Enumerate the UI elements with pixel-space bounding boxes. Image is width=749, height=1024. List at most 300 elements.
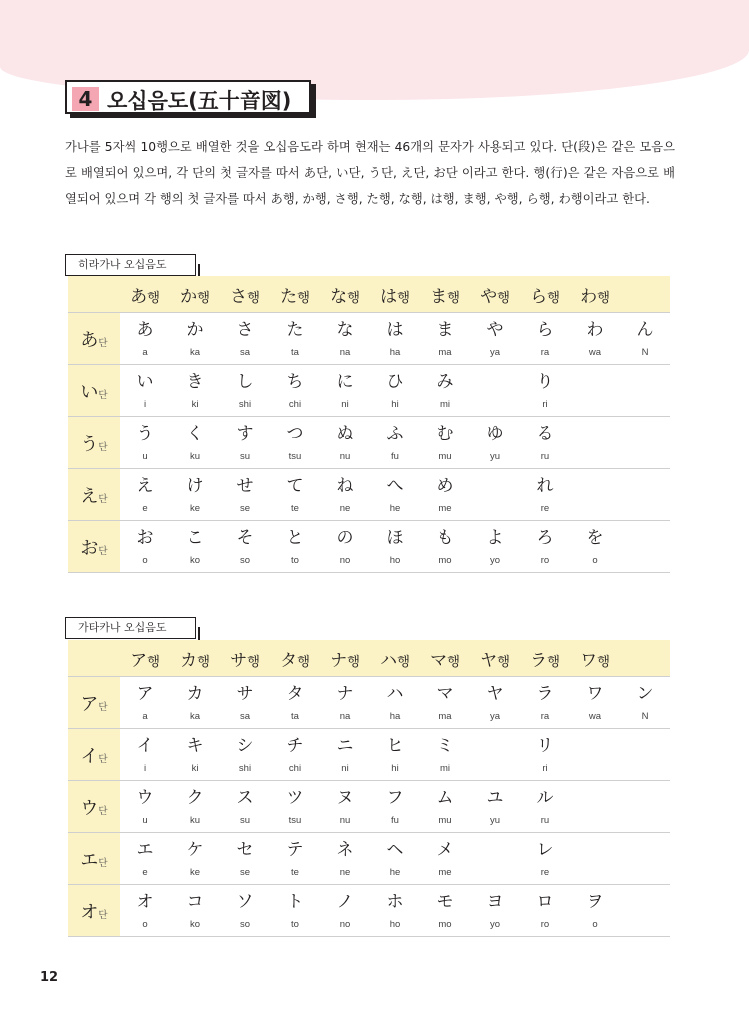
kana-character: め	[436, 476, 454, 496]
romaji-reading: ho	[389, 555, 401, 566]
column-header-kana: は	[380, 286, 398, 307]
column-header-suffix: 행	[347, 290, 360, 306]
romaji-reading: ni	[341, 399, 349, 410]
romaji-reading: shi	[238, 763, 252, 774]
row-header-kana: お	[80, 537, 99, 559]
row-header-suffix: 단	[98, 545, 108, 557]
kana-character: こ	[186, 528, 204, 548]
kana-character	[470, 371, 520, 393]
kana-character	[470, 735, 520, 757]
kana-cell	[570, 313, 620, 365]
column-header	[520, 276, 570, 313]
column-header-empty	[620, 640, 670, 677]
kana-cell	[370, 469, 420, 521]
kana-cell	[220, 521, 270, 573]
kana-cell	[170, 417, 220, 469]
kana-cell	[420, 417, 470, 469]
kana-character: ン	[636, 684, 654, 704]
kana-character	[620, 787, 670, 809]
kana-cell	[270, 313, 320, 365]
kana-character: フ	[386, 788, 404, 808]
kana-character: コ	[186, 892, 204, 912]
kana-cell	[520, 833, 570, 885]
romaji-reading: fu	[391, 451, 399, 462]
kana-cell	[620, 677, 670, 729]
kana-cell	[570, 365, 620, 417]
kana-cell	[270, 469, 320, 521]
column-header	[170, 276, 220, 313]
column-header	[470, 276, 520, 313]
column-header	[320, 640, 370, 677]
column-header	[270, 276, 320, 313]
kana-character: ナ	[336, 684, 354, 704]
kana-character	[570, 371, 620, 393]
romaji-reading: ho	[389, 919, 401, 930]
romaji-reading: ki	[191, 399, 199, 410]
kana-character: ク	[186, 788, 204, 808]
column-header-suffix: 행	[147, 654, 160, 670]
kana-cell	[570, 729, 620, 781]
kana-cell	[570, 469, 620, 521]
romaji-reading: mi	[439, 763, 451, 774]
kana-character: ひ	[386, 372, 404, 392]
kana-cell	[420, 469, 470, 521]
kana-cell	[170, 313, 220, 365]
romaji-reading: a	[142, 711, 148, 722]
kana-cell	[370, 365, 420, 417]
kana-character: は	[386, 320, 404, 340]
kana-character	[620, 735, 670, 757]
row-header-suffix: 단	[98, 857, 108, 869]
romaji-reading: u	[142, 815, 148, 826]
kana-character	[620, 527, 670, 549]
romaji-reading: a	[142, 347, 148, 358]
column-header-suffix: 행	[297, 290, 310, 306]
kana-cell	[320, 885, 370, 937]
kana-cell	[170, 521, 220, 573]
kana-cell	[470, 833, 520, 885]
kana-character: ホ	[386, 892, 404, 912]
column-header	[470, 640, 520, 677]
kana-character: く	[186, 424, 204, 444]
column-header	[170, 640, 220, 677]
row-header-kana: ア	[80, 693, 99, 715]
column-header-kana: ラ	[530, 650, 548, 671]
katakana-table	[68, 640, 670, 937]
romaji-reading: na	[339, 347, 351, 358]
kana-cell	[220, 365, 270, 417]
kana-cell	[320, 365, 370, 417]
romaji-reading: re	[540, 503, 550, 514]
kana-character: ヲ	[586, 892, 604, 912]
katakana-table-label	[65, 617, 196, 639]
column-header-suffix: 행	[147, 290, 160, 306]
kana-character: お	[136, 528, 154, 548]
kana-cell	[170, 729, 220, 781]
column-header-suffix: 행	[597, 654, 610, 670]
column-header-suffix: 행	[247, 290, 260, 306]
kana-cell	[320, 521, 370, 573]
column-header-kana: ハ	[380, 650, 398, 671]
table-row	[68, 677, 670, 729]
kana-character: レ	[536, 840, 554, 860]
romaji-reading: yo	[489, 919, 501, 930]
column-header-suffix: 행	[447, 290, 460, 306]
row-header	[68, 677, 120, 729]
kana-cell	[370, 781, 420, 833]
kana-cell	[220, 833, 270, 885]
row-header-suffix: 단	[98, 493, 108, 505]
kana-character: ル	[536, 788, 554, 808]
kana-cell	[520, 677, 570, 729]
kana-cell	[420, 833, 470, 885]
column-header-kana: ア	[130, 650, 148, 671]
row-header-kana: エ	[80, 849, 99, 871]
column-header-kana: た	[280, 286, 298, 307]
romaji-reading: ku	[189, 451, 201, 462]
column-header-kana: ヤ	[480, 650, 498, 671]
kana-cell	[170, 781, 220, 833]
kana-cell	[320, 313, 370, 365]
kana-cell	[170, 469, 220, 521]
romaji-reading: ma	[438, 711, 452, 722]
kana-cell	[120, 469, 170, 521]
kana-character: に	[336, 372, 354, 392]
kana-character: を	[586, 528, 604, 548]
romaji-reading: ku	[189, 815, 201, 826]
romaji-reading: ro	[540, 555, 550, 566]
row-header-suffix: 단	[98, 389, 108, 401]
column-header-kana: カ	[180, 650, 198, 671]
kana-character: さ	[236, 320, 254, 340]
row-header-kana: ウ	[80, 797, 99, 819]
kana-cell	[420, 677, 470, 729]
kana-character: ワ	[586, 684, 604, 704]
column-header-suffix: 행	[547, 654, 560, 670]
kana-character: モ	[436, 892, 454, 912]
kana-cell	[270, 677, 320, 729]
column-header	[420, 640, 470, 677]
romaji-reading: so	[239, 555, 251, 566]
kana-cell	[120, 313, 170, 365]
romaji-reading: ha	[389, 347, 401, 358]
row-header	[68, 781, 120, 833]
row-header-kana: オ	[80, 901, 99, 923]
kana-cell	[470, 469, 520, 521]
kana-cell	[470, 677, 520, 729]
kana-cell	[620, 469, 670, 521]
kana-cell	[570, 417, 620, 469]
kana-character: ニ	[336, 736, 354, 756]
romaji-reading: o	[592, 555, 598, 566]
kana-character: の	[336, 528, 354, 548]
kana-character: と	[286, 528, 304, 548]
kana-cell	[320, 417, 370, 469]
column-header	[220, 276, 270, 313]
kana-cell	[120, 885, 170, 937]
kana-character: ら	[536, 320, 554, 340]
romaji-reading: no	[339, 919, 351, 930]
romaji-reading: ra	[540, 347, 550, 358]
column-header-suffix: 행	[497, 654, 510, 670]
romaji-reading: ri	[542, 399, 548, 410]
romaji-reading: nu	[339, 451, 351, 462]
romaji-reading: to	[291, 919, 299, 930]
kana-cell	[520, 885, 570, 937]
romaji-reading: ha	[389, 711, 401, 722]
kana-character: テ	[286, 840, 304, 860]
table-row	[68, 885, 670, 937]
romaji-reading: fu	[391, 815, 399, 826]
kana-character	[570, 839, 620, 861]
kana-character	[620, 475, 670, 497]
romaji-reading: to	[291, 555, 299, 566]
kana-character: ヘ	[386, 840, 404, 860]
kana-character: て	[286, 476, 304, 496]
romaji-reading: ya	[489, 711, 501, 722]
romaji-reading: N	[641, 347, 649, 358]
romaji-reading: ru	[540, 451, 550, 462]
kana-cell	[620, 313, 670, 365]
romaji-reading: tsu	[288, 451, 302, 462]
kana-cell	[320, 677, 370, 729]
kana-character: ん	[636, 320, 654, 340]
romaji-reading: ri	[542, 763, 548, 774]
kana-cell	[320, 729, 370, 781]
row-header-kana: い	[80, 381, 99, 403]
kana-character	[470, 475, 520, 497]
row-header-suffix: 단	[98, 337, 108, 349]
column-header-suffix: 행	[347, 654, 360, 670]
kana-character: る	[536, 424, 554, 444]
kana-cell	[120, 677, 170, 729]
romaji-reading: ta	[291, 711, 299, 722]
romaji-reading: hi	[391, 763, 399, 774]
kana-cell	[370, 521, 420, 573]
kana-character: つ	[286, 424, 304, 444]
kana-cell	[520, 781, 570, 833]
kana-character: ヌ	[336, 788, 354, 808]
kana-cell	[570, 833, 620, 885]
kana-cell	[520, 521, 570, 573]
column-header	[370, 276, 420, 313]
row-header-suffix: 단	[98, 909, 108, 921]
row-header	[68, 729, 120, 781]
kana-character: そ	[236, 528, 254, 548]
row-header-kana: う	[80, 433, 99, 455]
kana-character: ハ	[386, 684, 404, 704]
kana-character: ミ	[436, 736, 454, 756]
kana-character: ろ	[536, 528, 554, 548]
kana-character: れ	[536, 476, 554, 496]
kana-character: ネ	[336, 840, 354, 860]
row-header-kana: あ	[80, 329, 99, 351]
romaji-reading: he	[389, 503, 401, 514]
kana-character: も	[436, 528, 454, 548]
table-header-row	[68, 276, 670, 313]
romaji-reading: o	[142, 919, 148, 930]
kana-cell	[420, 365, 470, 417]
column-header-suffix: 행	[497, 290, 510, 306]
romaji-reading: e	[142, 867, 148, 878]
kana-cell	[370, 677, 420, 729]
romaji-reading: me	[438, 503, 452, 514]
kana-cell	[620, 781, 670, 833]
kana-cell	[470, 417, 520, 469]
kana-cell	[120, 521, 170, 573]
kana-character: ヒ	[386, 736, 404, 756]
kana-character: わ	[586, 320, 604, 340]
table-row	[68, 365, 670, 417]
table-row	[68, 417, 670, 469]
romaji-reading: nu	[339, 815, 351, 826]
kana-cell	[420, 521, 470, 573]
column-header-suffix: 행	[397, 654, 410, 670]
kana-cell	[620, 833, 670, 885]
kana-cell	[520, 417, 570, 469]
kana-character: む	[436, 424, 454, 444]
kana-cell	[470, 313, 520, 365]
column-header	[520, 640, 570, 677]
kana-cell	[470, 521, 520, 573]
romaji-reading: mo	[438, 919, 452, 930]
column-header-kana: ワ	[580, 650, 598, 671]
romaji-reading: ka	[189, 347, 201, 358]
romaji-reading: mu	[438, 451, 452, 462]
kana-character: ス	[236, 788, 254, 808]
romaji-reading: yo	[489, 555, 501, 566]
kana-character: イ	[136, 736, 154, 756]
romaji-reading: N	[641, 711, 649, 722]
kana-character: い	[136, 372, 154, 392]
kana-cell	[620, 417, 670, 469]
section-number: 4	[72, 87, 99, 111]
romaji-reading: he	[389, 867, 401, 878]
kana-cell	[520, 313, 570, 365]
kana-cell	[420, 729, 470, 781]
row-header-suffix: 단	[98, 441, 108, 453]
kana-character: エ	[136, 840, 154, 860]
romaji-reading: sa	[239, 347, 251, 358]
kana-cell	[470, 365, 520, 417]
column-header-suffix: 행	[297, 654, 310, 670]
column-header-kana: あ	[130, 286, 148, 307]
romaji-reading: mo	[438, 555, 452, 566]
kana-character: え	[136, 476, 154, 496]
romaji-reading: me	[438, 867, 452, 878]
romaji-reading: ko	[189, 555, 201, 566]
kana-cell	[620, 365, 670, 417]
romaji-reading: yu	[489, 815, 501, 826]
column-header-suffix: 행	[247, 654, 260, 670]
column-header-kana: や	[480, 286, 498, 307]
kana-character: ア	[136, 684, 154, 704]
kana-character	[620, 423, 670, 445]
kana-cell	[120, 781, 170, 833]
kana-character: う	[136, 424, 154, 444]
romaji-reading: su	[239, 815, 251, 826]
kana-cell	[620, 521, 670, 573]
kana-character: ラ	[536, 684, 554, 704]
kana-cell	[170, 677, 220, 729]
romaji-reading: se	[239, 867, 251, 878]
table-corner-cell	[68, 276, 120, 313]
romaji-reading: ki	[191, 763, 199, 774]
column-header-kana: ま	[430, 286, 448, 307]
kana-cell	[270, 417, 320, 469]
romaji-reading: ne	[339, 503, 351, 514]
kana-character	[470, 839, 520, 861]
romaji-reading: na	[339, 711, 351, 722]
romaji-reading: wa	[588, 347, 602, 358]
romaji-reading: ya	[489, 347, 501, 358]
section-title: 오십음도(五十音図)	[107, 89, 292, 113]
kana-cell	[570, 677, 620, 729]
column-header-suffix: 행	[547, 290, 560, 306]
kana-cell	[220, 313, 270, 365]
romaji-reading: ro	[540, 919, 550, 930]
romaji-reading: ma	[438, 347, 452, 358]
column-header-kana: ら	[530, 286, 548, 307]
romaji-reading: yu	[489, 451, 501, 462]
kana-character: ソ	[236, 892, 254, 912]
intro-paragraph	[65, 134, 675, 212]
kana-cell	[220, 885, 270, 937]
romaji-reading: ni	[341, 763, 349, 774]
kana-character: ま	[436, 320, 454, 340]
romaji-reading: so	[239, 919, 251, 930]
kana-character: ち	[286, 372, 304, 392]
kana-character: ノ	[336, 892, 354, 912]
romaji-reading: i	[143, 763, 147, 774]
romaji-reading: te	[291, 867, 299, 878]
kana-character: ぬ	[336, 424, 354, 444]
row-header-suffix: 단	[98, 805, 108, 817]
kana-character: チ	[286, 736, 304, 756]
row-header	[68, 469, 120, 521]
row-header-suffix: 단	[98, 701, 108, 713]
romaji-reading: ta	[291, 347, 299, 358]
kana-cell	[220, 677, 270, 729]
column-header	[420, 276, 470, 313]
kana-cell	[220, 781, 270, 833]
column-header-suffix: 행	[447, 654, 460, 670]
kana-character: か	[186, 320, 204, 340]
romaji-reading: ra	[540, 711, 550, 722]
kana-character: ほ	[386, 528, 404, 548]
column-header	[570, 640, 620, 677]
romaji-reading: ke	[189, 867, 201, 878]
kana-cell	[620, 729, 670, 781]
kana-character: あ	[136, 320, 154, 340]
column-header	[220, 640, 270, 677]
column-header-kana: な	[330, 286, 348, 307]
kana-cell	[120, 417, 170, 469]
kana-character	[620, 371, 670, 393]
kana-cell	[520, 365, 570, 417]
kana-character: タ	[286, 684, 304, 704]
kana-cell	[420, 885, 470, 937]
table-row	[68, 833, 670, 885]
kana-cell	[120, 365, 170, 417]
romaji-reading: te	[291, 503, 299, 514]
kana-character: け	[186, 476, 204, 496]
row-header	[68, 313, 120, 365]
kana-character	[570, 735, 620, 757]
kana-character: カ	[186, 684, 204, 704]
kana-cell	[470, 885, 520, 937]
kana-character: ね	[336, 476, 354, 496]
